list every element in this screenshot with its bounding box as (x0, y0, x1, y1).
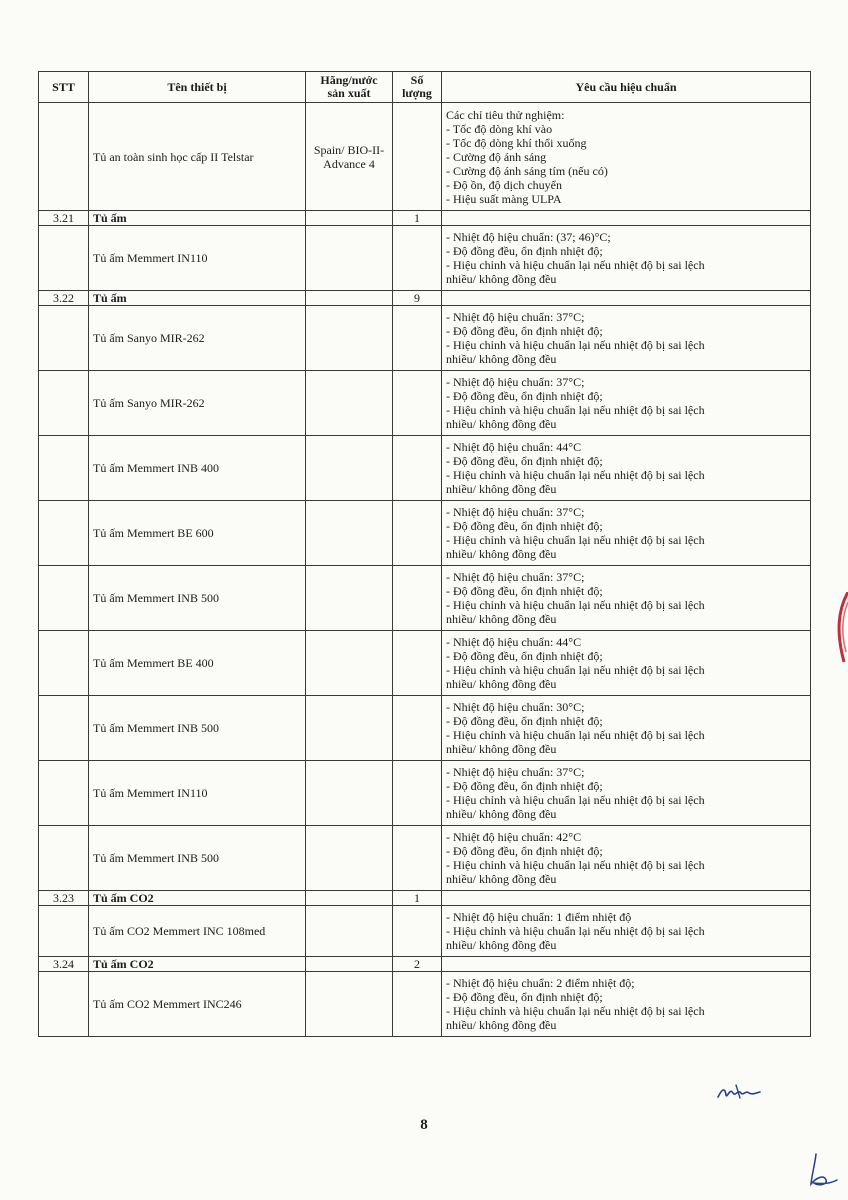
requirement-line: - Độ đồng đều, ổn định nhiệt độ; (446, 519, 603, 533)
requirement-line: - Nhiệt độ hiệu chuẩn: 37°C; (446, 310, 585, 324)
row-stt: 3.22 (39, 291, 89, 306)
requirement-line: nhiều/ không đồng đều (446, 807, 557, 821)
row-calibration-requirements (442, 501, 811, 566)
table-body (39, 103, 811, 1037)
row-origin (306, 761, 393, 826)
row-calibration-requirements (442, 103, 811, 211)
row-origin (306, 371, 393, 436)
requirement-line: nhiều/ không đồng đều (446, 612, 557, 626)
row-calibration-requirements (442, 826, 811, 891)
header-equipment-name: Tên thiết bị (89, 72, 306, 103)
row-equipment-name: Tủ ấm CO2 Memmert INC246 (89, 972, 306, 1037)
requirement-line: - Hiệu chỉnh và hiệu chuẩn lại nếu nhiệt độ bị sai lệch (446, 663, 705, 677)
row-stt (39, 761, 89, 826)
row-stt (39, 972, 89, 1037)
group-row (39, 891, 811, 906)
header-quantity (393, 72, 442, 103)
table-row (39, 972, 811, 1037)
row-stt (39, 103, 89, 211)
group-row (39, 211, 811, 226)
row-equipment-name: Tủ ấm CO2 (89, 891, 306, 906)
row-equipment-name: Tủ ấm Sanyo MIR-262 (89, 371, 306, 436)
group-row (39, 291, 811, 306)
table-row (39, 696, 811, 761)
requirement-line: - Độ đồng đều, ổn định nhiệt độ; (446, 714, 603, 728)
requirement-line: nhiều/ không đồng đều (446, 482, 557, 496)
row-equipment-name: Tủ ấm Memmert BE 600 (89, 501, 306, 566)
row-stt (39, 306, 89, 371)
requirement-line: - Tốc độ dòng khí thổi xuống (446, 135, 587, 150)
requirement-line: - Độ ồn, độ dịch chuyển (446, 177, 562, 192)
row-quantity (393, 826, 442, 891)
requirement-line: - Hiệu chỉnh và hiệu chuẩn lại nếu nhiệt độ bị sai lệch (446, 858, 705, 872)
requirement-line: - Độ đồng đều, ổn định nhiệt độ; (446, 844, 603, 858)
table-row (39, 306, 811, 371)
requirement-line: - Nhiệt độ hiệu chuẩn: 37°C; (446, 375, 585, 389)
row-stt (39, 631, 89, 696)
row-origin (306, 826, 393, 891)
row-origin (306, 291, 393, 306)
row-quantity (393, 501, 442, 566)
requirement-line: - Độ đồng đều, ổn định nhiệt độ; (446, 389, 603, 403)
row-origin (306, 696, 393, 761)
requirement-line: - Cường độ ánh sáng (446, 149, 547, 164)
table-row (39, 501, 811, 566)
requirement-line: nhiều/ không đồng đều (446, 547, 557, 561)
requirement-line: - Hiệu chỉnh và hiệu chuẩn lại nếu nhiệt độ bị sai lệch (446, 258, 705, 272)
table-row (39, 436, 811, 501)
row-origin (306, 566, 393, 631)
row-calibration-requirements (442, 211, 811, 226)
requirement-line: nhiều/ không đồng đều (446, 417, 557, 431)
requirement-line: - Nhiệt độ hiệu chuẩn: 44°C (446, 440, 582, 454)
requirement-line: - Nhiệt độ hiệu chuẩn: 37°C; (446, 505, 585, 519)
row-quantity (393, 906, 442, 957)
requirement-line: - Nhiệt độ hiệu chuẩn: (37; 46)°C; (446, 230, 611, 244)
requirement-line: - Hiệu chỉnh và hiệu chuẩn lại nếu nhiệt độ bị sai lệch (446, 598, 705, 612)
table-row (39, 906, 811, 957)
row-equipment-name: Tủ ấm Memmert BE 400 (89, 631, 306, 696)
table-row (39, 371, 811, 436)
row-stt (39, 826, 89, 891)
row-origin (306, 957, 393, 972)
row-quantity (393, 696, 442, 761)
row-origin (306, 972, 393, 1037)
table-row (39, 631, 811, 696)
row-origin (306, 631, 393, 696)
requirement-line: - Hiệu chỉnh và hiệu chuẩn lại nếu nhiệt độ bị sai lệch (446, 924, 705, 938)
row-calibration-requirements (442, 291, 811, 306)
row-quantity (393, 306, 442, 371)
row-quantity (393, 566, 442, 631)
calibration-equipment-table (38, 71, 811, 1037)
row-calibration-requirements (442, 906, 811, 957)
handwritten-initials-icon (716, 1081, 762, 1103)
row-quantity (393, 631, 442, 696)
requirement-line: - Nhiệt độ hiệu chuẩn: 2 điểm nhiệt độ; (446, 976, 635, 990)
row-calibration-requirements (442, 957, 811, 972)
row-quantity: 1 (393, 211, 442, 226)
row-quantity (393, 972, 442, 1037)
row-quantity (393, 226, 442, 291)
header-origin (306, 72, 393, 103)
page-number: 8 (420, 1117, 428, 1133)
row-calibration-requirements (442, 761, 811, 826)
requirement-line: nhiều/ không đồng đều (446, 352, 557, 366)
row-calibration-requirements (442, 371, 811, 436)
requirement-line: - Độ đồng đều, ổn định nhiệt độ; (446, 584, 603, 598)
row-equipment-name: Tủ ấm Memmert IN110 (89, 761, 306, 826)
table-header-row (39, 72, 811, 103)
header-origin-line1: Hãng/nước (320, 73, 378, 87)
requirement-line: - Nhiệt độ hiệu chuẩn: 30°C; (446, 700, 585, 714)
row-stt: 3.24 (39, 957, 89, 972)
requirement-line: - Hiệu chỉnh và hiệu chuẩn lại nếu nhiệt độ bị sai lệch (446, 1004, 705, 1018)
row-equipment-name: Tủ an toàn sinh học cấp II Telstar (89, 103, 306, 211)
requirement-line: nhiều/ không đồng đều (446, 872, 557, 886)
row-origin (306, 306, 393, 371)
row-calibration-requirements (442, 891, 811, 906)
row-equipment-name: Tủ ấm CO2 (89, 957, 306, 972)
row-calibration-requirements (442, 436, 811, 501)
row-equipment-name: Tủ ấm Memmert INB 500 (89, 696, 306, 761)
requirement-line: - Độ đồng đều, ổn định nhiệt độ; (446, 649, 603, 663)
table-row (39, 103, 811, 211)
row-origin (306, 501, 393, 566)
requirement-line: - Nhiệt độ hiệu chuẩn: 37°C; (446, 765, 585, 779)
row-quantity: 2 (393, 957, 442, 972)
table-row (39, 826, 811, 891)
row-origin (306, 211, 393, 226)
requirement-line: nhiều/ không đồng đều (446, 272, 557, 286)
requirement-line: - Hiệu suất màng ULPA (446, 191, 562, 206)
requirement-line: - Độ đồng đều, ổn định nhiệt độ; (446, 244, 603, 258)
requirement-line: - Hiệu chỉnh và hiệu chuẩn lại nếu nhiệt độ bị sai lệch (446, 728, 705, 742)
row-origin (306, 891, 393, 906)
table-row (39, 566, 811, 631)
requirement-line: - Hiệu chỉnh và hiệu chuẩn lại nếu nhiệt độ bị sai lệch (446, 338, 705, 352)
requirement-line: nhiều/ không đồng đều (446, 742, 557, 756)
table-row (39, 761, 811, 826)
row-equipment-name: Tủ ấm CO2 Memmert INC 108med (89, 906, 306, 957)
requirement-line: - Hiệu chỉnh và hiệu chuẩn lại nếu nhiệt độ bị sai lệch (446, 403, 705, 417)
row-quantity (393, 761, 442, 826)
row-origin (306, 436, 393, 501)
row-stt: 3.23 (39, 891, 89, 906)
requirement-line: - Cường độ ánh sáng tím (nếu có) (446, 163, 608, 178)
row-equipment-name: Tủ ấm (89, 211, 306, 226)
group-row (39, 957, 811, 972)
header-quantity-line2: lượng (402, 86, 432, 100)
row-stt (39, 906, 89, 957)
requirement-line: - Độ đồng đều, ổn định nhiệt độ; (446, 454, 603, 468)
row-equipment-name: Tủ ấm Memmert IN110 (89, 226, 306, 291)
requirement-line: - Độ đồng đều, ổn định nhiệt độ; (446, 990, 603, 1004)
red-stamp-fragment-icon (836, 592, 848, 662)
row-equipment-name: Tủ ấm (89, 291, 306, 306)
handwritten-signature-icon (806, 1150, 840, 1190)
table-row (39, 226, 811, 291)
row-stt (39, 371, 89, 436)
row-stt (39, 696, 89, 761)
row-calibration-requirements (442, 306, 811, 371)
row-stt (39, 436, 89, 501)
row-quantity (393, 103, 442, 211)
row-stt (39, 566, 89, 631)
row-calibration-requirements (442, 631, 811, 696)
row-stt: 3.21 (39, 211, 89, 226)
row-equipment-name: Tủ ấm Memmert INB 400 (89, 436, 306, 501)
row-origin (306, 226, 393, 291)
row-quantity: 9 (393, 291, 442, 306)
row-quantity (393, 436, 442, 501)
row-calibration-requirements (442, 972, 811, 1037)
header-stt: STT (39, 72, 89, 103)
row-origin (306, 906, 393, 957)
requirement-line: - Nhiệt độ hiệu chuẩn: 37°C; (446, 570, 585, 584)
requirement-line: - Hiệu chỉnh và hiệu chuẩn lại nếu nhiệt độ bị sai lệch (446, 468, 705, 482)
header-origin-line2: sản xuất (327, 86, 371, 100)
row-calibration-requirements (442, 696, 811, 761)
row-calibration-requirements (442, 566, 811, 631)
requirement-line: - Hiệu chỉnh và hiệu chuẩn lại nếu nhiệt độ bị sai lệch (446, 533, 705, 547)
header-quantity-line1: Số (410, 73, 424, 87)
requirement-line: - Nhiệt độ hiệu chuẩn: 42°C (446, 830, 582, 844)
requirement-line: Các chỉ tiêu thử nghiệm: (446, 107, 565, 122)
row-equipment-name: Tủ ấm Memmert INB 500 (89, 826, 306, 891)
requirement-line: - Nhiệt độ hiệu chuẩn: 1 điểm nhiệt độ (446, 910, 632, 924)
requirement-line: nhiều/ không đồng đều (446, 677, 557, 691)
row-quantity: 1 (393, 891, 442, 906)
requirement-line: - Độ đồng đều, ổn định nhiệt độ; (446, 779, 603, 793)
row-stt (39, 501, 89, 566)
requirement-line: nhiều/ không đồng đều (446, 1018, 557, 1032)
row-equipment-name: Tủ ấm Sanyo MIR-262 (89, 306, 306, 371)
requirement-line: - Hiệu chỉnh và hiệu chuẩn lại nếu nhiệt độ bị sai lệch (446, 793, 705, 807)
requirement-line: - Tốc độ dòng khí vào (446, 121, 553, 136)
row-stt (39, 226, 89, 291)
header-calibration-requirements: Yêu cầu hiệu chuẩn (442, 72, 811, 103)
row-calibration-requirements (442, 226, 811, 291)
requirement-line: nhiều/ không đồng đều (446, 938, 557, 952)
row-equipment-name: Tủ ấm Memmert INB 500 (89, 566, 306, 631)
requirement-line: - Nhiệt độ hiệu chuẩn: 44°C (446, 635, 582, 649)
row-quantity (393, 371, 442, 436)
requirement-line: - Độ đồng đều, ổn định nhiệt độ; (446, 324, 603, 338)
row-origin: Spain/ BIO-II-Advance 4 (306, 103, 393, 211)
